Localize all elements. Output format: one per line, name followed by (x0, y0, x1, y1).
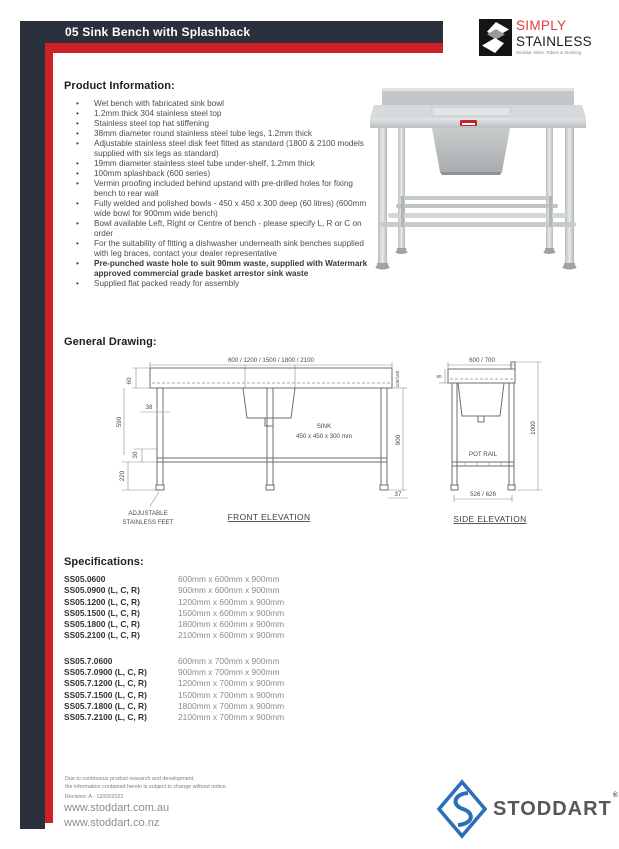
front-dim-60: 60 (126, 377, 133, 385)
brand-tagline: Modular Sinks, Tables & Shelving (516, 50, 582, 55)
bullet-item: • For the suitability of fitting a dishwasher underneath sink benches supplied with leg braces, contact your dealer representative (64, 239, 372, 259)
footer-url-au: www.stoddart.com.au (64, 802, 170, 814)
stoddart-name: STODDART (493, 797, 612, 820)
front-bench-top (150, 368, 392, 388)
spec-dimensions: 900mm x 700mm x 900mm (178, 667, 280, 678)
bullet-item: • Supplied flat packed ready for assembly (64, 279, 372, 289)
side-bench-top (448, 369, 515, 383)
front-sink-bowl (243, 388, 295, 426)
footer-url-nz: www.stoddart.co.nz (64, 817, 160, 829)
side-width-dimension: 600 / 700 (469, 357, 495, 364)
spec-group (64, 656, 394, 724)
side-base-dimension: 526 / 626 (470, 491, 496, 498)
footer-revision: Revision: A - 12/03/2021 (65, 794, 124, 800)
disclaimer-line-1: Due to continuous product research and development, (65, 776, 195, 782)
spec-dimensions: 1800mm x 600mm x 900mm (178, 619, 285, 630)
side-pot-rail (452, 462, 514, 466)
bullet-item: • Bowl available Left, Right or Centre of bench - please specify L, R or C on order (64, 219, 372, 239)
front-feet-label-1: ADJUSTABLE (128, 510, 168, 517)
registered-mark: ® (612, 791, 619, 799)
photo-front-leg-left (378, 128, 387, 263)
product-information-section (64, 80, 372, 289)
spec-model-code: SS05.7.0900 (L, C, R) (64, 667, 147, 678)
side-elevation-drawing (425, 352, 590, 547)
front-elevation-drawing (62, 352, 412, 547)
spec-model-code: SS05.1200 (L, C, R) (64, 596, 140, 607)
spec-row (64, 585, 394, 596)
spec-row (64, 712, 394, 723)
brand-name-stainless: STAINLESS (516, 33, 592, 49)
front-dim-220: 220 (119, 470, 126, 482)
spec-dimensions: 600mm x 600mm x 900mm (178, 574, 280, 584)
spec-model-code: SS05.7.1500 (L, C, R) (64, 689, 147, 700)
spec-model-code: SS05.1800 (L, C, R) (64, 619, 140, 630)
bullet-item: • Vermin proofing included behind upstand with pre-drilled holes for fixing bench to rear wall (64, 179, 372, 199)
spec-model-code: SS05.1500 (L, C, R) (64, 607, 140, 618)
spec-row (64, 608, 394, 619)
stoddart-logo (436, 779, 618, 839)
bullet-item: • Stainless steel top hat stiffening (64, 119, 372, 129)
spec-row (64, 690, 394, 701)
bullet-item: • Adjustable stainless steel disk feet fitted as standard (1800 & 2100 models supplied with six legs as standard) (64, 139, 372, 159)
page-title-bar (20, 21, 443, 43)
front-dim-590: 590 (116, 416, 123, 428)
spec-dimensions: 1500mm x 700mm x 900mm (178, 689, 285, 700)
spec-dimensions: 1800mm x 700mm x 900mm (178, 700, 285, 711)
side-dim-1000: 1000 (530, 421, 537, 435)
bullet-item: • 38mm diameter round stainless steel tube legs, 1.2mm thick (64, 129, 372, 139)
spec-row (64, 574, 394, 585)
front-dim-38: 38 (145, 404, 153, 411)
left-accent-bar-red (45, 43, 53, 823)
spec-row (64, 619, 394, 630)
bullet-item: • Wet bench with fabricated sink bowl (64, 99, 372, 109)
front-dim-splashback: 100/150 (395, 370, 400, 388)
bullet-item: • 1.2mm thick 304 stainless steel top (64, 109, 372, 119)
spec-row (64, 656, 394, 667)
front-legs (156, 388, 388, 490)
photo-rear-leg-right (546, 126, 553, 248)
side-dim-80: 80 (436, 374, 442, 379)
page-title: 05 Sink Bench with Splashback (65, 25, 251, 39)
side-elevation-title: SIDE ELEVATION (453, 514, 527, 524)
product-information-heading: Product Information: (64, 80, 175, 92)
product-photo (368, 78, 594, 274)
spec-row (64, 678, 394, 689)
side-sink-bowl (458, 383, 504, 422)
spec-model-code: SS05.7.1800 (L, C, R) (64, 700, 147, 711)
photo-rear-leg-left (398, 126, 405, 248)
spec-dimensions: 1200mm x 600mm x 900mm (178, 596, 285, 607)
spec-model-code: SS05.2100 (L, C, R) (64, 630, 140, 641)
bullet-item: • 19mm diameter stainless steel tube under-shelf, 1.2mm thick (64, 159, 372, 169)
stoddart-wordmark (493, 791, 619, 821)
spec-table (64, 574, 394, 724)
stoddart-icon (436, 779, 488, 839)
spec-model-code: SS05.0900 (L, C, R) (64, 585, 140, 596)
bullet-item: • Fully welded and polished bowls - 450 x 450 x 300 deep (60 litres) (600mm wide bowl for 900mm wide bench) (64, 199, 372, 219)
spec-dimensions: 1500mm x 600mm x 900mm (178, 607, 285, 618)
photo-sink-bowl (432, 128, 510, 172)
specifications-heading: Specifications: (64, 556, 144, 568)
disclaimer-line-2: the information contained herein is subject to change without notice. (65, 783, 228, 790)
front-sink-label: SINK (316, 423, 332, 430)
spec-row (64, 630, 394, 641)
simply-stainless-icon (479, 19, 512, 56)
specifications-section (64, 556, 394, 738)
front-elevation-title: FRONT ELEVATION (227, 512, 311, 522)
brand-text (516, 19, 592, 55)
left-accent-bar-dark (20, 21, 45, 829)
spec-dimensions: 2100mm x 600mm x 900mm (178, 630, 285, 641)
spec-model-code: SS05.0600 (64, 574, 106, 584)
header-red-bar (45, 43, 443, 53)
general-drawing-heading: General Drawing: (64, 336, 157, 348)
spec-dimensions: 1200mm x 700mm x 900mm (178, 678, 285, 689)
side-pot-rail-label: POT RAIL (468, 451, 498, 458)
brand-logo (479, 19, 592, 56)
spec-model-code: SS05.7.2100 (L, C, R) (64, 712, 147, 723)
spec-dimensions: 2100mm x 700mm x 900mm (178, 712, 285, 723)
front-dim-900: 900 (395, 434, 402, 446)
front-width-dimension: 600 / 1200 / 1500 / 1800 / 2100 (227, 357, 315, 364)
spec-model-code: SS05.7.1200 (L, C, R) (64, 678, 147, 689)
footer-disclaimer (65, 776, 227, 791)
product-info-list (64, 99, 372, 289)
front-dim-30: 30 (132, 451, 139, 459)
bullet-item: • Pre-punched waste hole to suit 90mm waste, supplied with Watermark approved commercial grade basket arrestor sink waste (64, 259, 372, 279)
side-legs (451, 383, 515, 490)
brand-name-simply: SIMPLY (516, 18, 567, 33)
front-feet-label-2: STAINLESS FEET (122, 519, 174, 526)
spec-group (64, 574, 394, 642)
spec-row (64, 597, 394, 608)
front-dim-37: 37 (394, 491, 402, 498)
spec-model-code: SS05.7.0600 (64, 655, 113, 666)
bullet-item: • 100mm splashback (600 series) (64, 169, 372, 179)
spec-dimensions: 900mm x 600mm x 900mm (178, 585, 280, 596)
photo-adjustable-feet (376, 248, 577, 270)
spec-row (64, 667, 394, 678)
photo-front-leg-right (565, 128, 574, 263)
spec-dimensions: 600mm x 700mm x 900mm (178, 655, 280, 666)
spec-row (64, 701, 394, 712)
front-sink-dimensions-label: 450 x 450 x 300 mm (295, 433, 353, 440)
